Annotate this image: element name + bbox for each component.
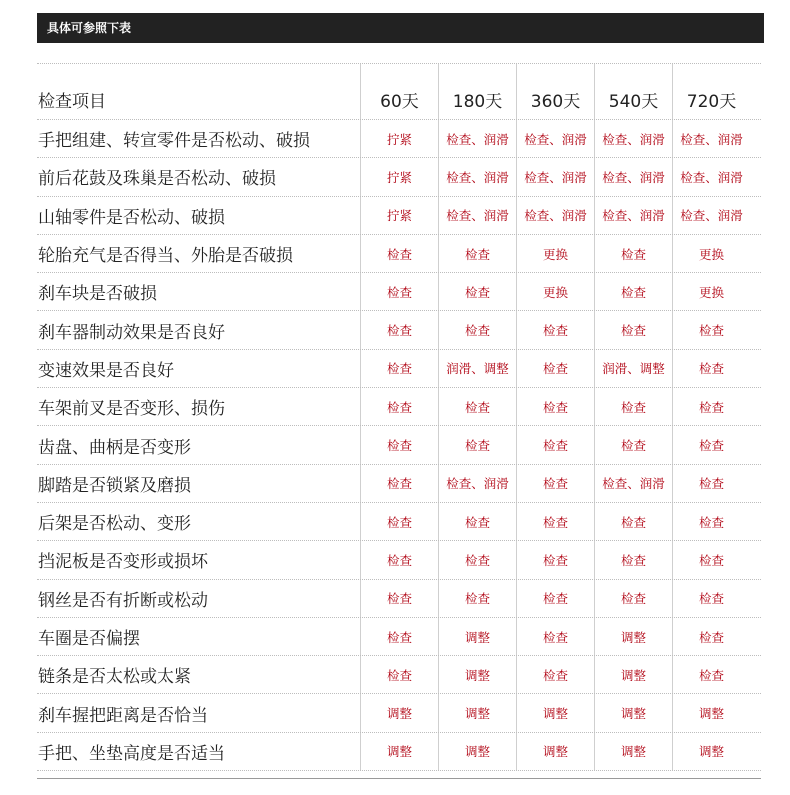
table-row bbox=[37, 311, 761, 349]
row-action-180: 调整 bbox=[438, 694, 516, 731]
row-action-60: 检查 bbox=[360, 503, 438, 540]
row-action-540: 检查 bbox=[594, 311, 672, 348]
row-action-180: 检查 bbox=[438, 235, 516, 272]
row-action-720: 调整 bbox=[672, 733, 750, 770]
row-action-360: 更换 bbox=[516, 273, 594, 310]
row-action-720: 检查 bbox=[672, 465, 750, 502]
row-action-180: 润滑、调整 bbox=[438, 350, 516, 387]
row-action-720: 检查 bbox=[672, 656, 750, 693]
row-action-360: 检查 bbox=[516, 426, 594, 463]
row-item-label: 车架前叉是否变形、损伤 bbox=[38, 399, 225, 420]
row-item-label: 手把、坐垫高度是否适当 bbox=[38, 743, 225, 764]
row-action-540: 检查、润滑 bbox=[594, 158, 672, 195]
row-action-360: 检查 bbox=[516, 618, 594, 655]
row-action-540: 检查、润滑 bbox=[594, 120, 672, 157]
column-header-180: 180天 bbox=[438, 64, 516, 119]
row-item-label: 齿盘、曲柄是否变形 bbox=[38, 437, 191, 458]
row-action-180: 调整 bbox=[438, 618, 516, 655]
row-action-720: 检查、润滑 bbox=[672, 120, 750, 157]
row-item-label: 脚踏是否锁紧及磨损 bbox=[38, 475, 191, 496]
row-action-720: 检查 bbox=[672, 580, 750, 617]
row-action-360: 检查 bbox=[516, 503, 594, 540]
row-action-60: 检查 bbox=[360, 235, 438, 272]
bottom-divider bbox=[37, 778, 761, 779]
row-action-180: 检查 bbox=[438, 580, 516, 617]
table-row bbox=[37, 388, 761, 426]
row-action-60: 检查 bbox=[360, 388, 438, 425]
row-action-180: 检查 bbox=[438, 541, 516, 578]
row-item-label: 手把组建、转宣零件是否松动、破损 bbox=[38, 131, 310, 152]
row-action-180: 检查 bbox=[438, 388, 516, 425]
column-header-item: 检查项目 bbox=[38, 92, 106, 112]
row-action-540: 检查 bbox=[594, 541, 672, 578]
column-header-540: 540天 bbox=[594, 64, 672, 119]
row-action-540: 检查 bbox=[594, 426, 672, 463]
table-row bbox=[37, 694, 761, 732]
row-action-360: 检查 bbox=[516, 311, 594, 348]
row-item-label: 轮胎充气是否得当、外胎是否破损 bbox=[38, 246, 293, 267]
row-action-60: 拧紧 bbox=[360, 120, 438, 157]
row-action-720: 检查 bbox=[672, 503, 750, 540]
row-action-60: 拧紧 bbox=[360, 197, 438, 234]
row-item-label: 后架是否松动、变形 bbox=[38, 514, 191, 535]
row-item-label: 山轴零件是否松动、破损 bbox=[38, 207, 225, 228]
row-item-label: 前后花鼓及珠巢是否松动、破损 bbox=[38, 169, 276, 190]
table-row bbox=[37, 235, 761, 273]
row-action-360: 检查 bbox=[516, 656, 594, 693]
row-action-360: 检查 bbox=[516, 465, 594, 502]
row-action-720: 检查 bbox=[672, 426, 750, 463]
row-item-label: 车圈是否偏摆 bbox=[38, 629, 140, 649]
row-action-60: 检查 bbox=[360, 465, 438, 502]
row-item-label: 刹车握把距离是否恰当 bbox=[38, 705, 208, 726]
row-action-720: 检查、润滑 bbox=[672, 197, 750, 234]
row-action-540: 润滑、调整 bbox=[594, 350, 672, 387]
table-row bbox=[37, 465, 761, 503]
row-action-720: 检查 bbox=[672, 541, 750, 578]
row-action-360: 调整 bbox=[516, 733, 594, 770]
section-title: 具体可参照下表 bbox=[47, 21, 132, 35]
row-action-180: 检查 bbox=[438, 273, 516, 310]
column-header-720: 720天 bbox=[672, 64, 750, 119]
row-action-360: 检查 bbox=[516, 541, 594, 578]
row-action-720: 检查 bbox=[672, 350, 750, 387]
section-header bbox=[37, 13, 764, 43]
row-action-360: 检查 bbox=[516, 350, 594, 387]
row-action-540: 检查、润滑 bbox=[594, 465, 672, 502]
maintenance-table bbox=[37, 63, 761, 771]
row-action-180: 检查、润滑 bbox=[438, 197, 516, 234]
row-item-label: 挡泥板是否变形或损坏 bbox=[38, 552, 208, 573]
table-row bbox=[37, 580, 761, 618]
row-item-label: 刹车器制动效果是否良好 bbox=[38, 322, 225, 343]
row-action-180: 检查 bbox=[438, 503, 516, 540]
row-action-180: 调整 bbox=[438, 733, 516, 770]
row-action-60: 调整 bbox=[360, 733, 438, 770]
row-action-540: 调整 bbox=[594, 656, 672, 693]
row-action-360: 检查、润滑 bbox=[516, 120, 594, 157]
table-row bbox=[37, 120, 761, 158]
row-action-60: 检查 bbox=[360, 618, 438, 655]
row-action-60: 检查 bbox=[360, 580, 438, 617]
table-row bbox=[37, 733, 761, 771]
table-row bbox=[37, 618, 761, 656]
row-action-720: 检查、润滑 bbox=[672, 158, 750, 195]
row-action-60: 调整 bbox=[360, 694, 438, 731]
row-action-60: 检查 bbox=[360, 541, 438, 578]
row-action-540: 调整 bbox=[594, 733, 672, 770]
row-action-360: 更换 bbox=[516, 235, 594, 272]
row-action-60: 检查 bbox=[360, 350, 438, 387]
table-row bbox=[37, 197, 761, 235]
row-action-60: 检查 bbox=[360, 656, 438, 693]
row-item-label: 变速效果是否良好 bbox=[38, 360, 174, 381]
row-action-720: 调整 bbox=[672, 694, 750, 731]
table-row bbox=[37, 158, 761, 196]
row-action-60: 拧紧 bbox=[360, 158, 438, 195]
row-action-540: 调整 bbox=[594, 694, 672, 731]
row-action-540: 检查 bbox=[594, 388, 672, 425]
table-row bbox=[37, 503, 761, 541]
row-action-60: 检查 bbox=[360, 426, 438, 463]
row-action-540: 检查 bbox=[594, 273, 672, 310]
row-action-360: 检查、润滑 bbox=[516, 158, 594, 195]
row-action-720: 检查 bbox=[672, 311, 750, 348]
row-action-360: 检查 bbox=[516, 388, 594, 425]
row-action-720: 检查 bbox=[672, 618, 750, 655]
row-action-180: 检查、润滑 bbox=[438, 465, 516, 502]
row-action-180: 检查、润滑 bbox=[438, 120, 516, 157]
row-action-540: 检查 bbox=[594, 580, 672, 617]
row-action-540: 检查 bbox=[594, 235, 672, 272]
table-header-row bbox=[37, 63, 761, 120]
row-action-180: 检查、润滑 bbox=[438, 158, 516, 195]
row-action-60: 检查 bbox=[360, 311, 438, 348]
column-header-60: 60天 bbox=[360, 64, 438, 119]
row-action-360: 检查、润滑 bbox=[516, 197, 594, 234]
row-action-720: 检查 bbox=[672, 388, 750, 425]
table-row bbox=[37, 350, 761, 388]
row-action-60: 检查 bbox=[360, 273, 438, 310]
row-action-180: 检查 bbox=[438, 311, 516, 348]
row-action-180: 检查 bbox=[438, 426, 516, 463]
row-action-720: 更换 bbox=[672, 235, 750, 272]
row-action-540: 调整 bbox=[594, 618, 672, 655]
row-item-label: 刹车块是否破损 bbox=[38, 284, 157, 305]
row-action-540: 检查 bbox=[594, 503, 672, 540]
row-item-label: 钢丝是否有折断或松动 bbox=[38, 590, 208, 611]
table-row bbox=[37, 541, 761, 579]
row-action-540: 检查、润滑 bbox=[594, 197, 672, 234]
row-action-720: 更换 bbox=[672, 273, 750, 310]
column-header-360: 360天 bbox=[516, 64, 594, 119]
row-action-360: 检查 bbox=[516, 580, 594, 617]
row-action-360: 调整 bbox=[516, 694, 594, 731]
table-row bbox=[37, 426, 761, 464]
table-row bbox=[37, 273, 761, 311]
table-body bbox=[37, 120, 761, 771]
row-item-label: 链条是否太松或太紧 bbox=[38, 667, 191, 688]
row-action-180: 调整 bbox=[438, 656, 516, 693]
table-row bbox=[37, 656, 761, 694]
